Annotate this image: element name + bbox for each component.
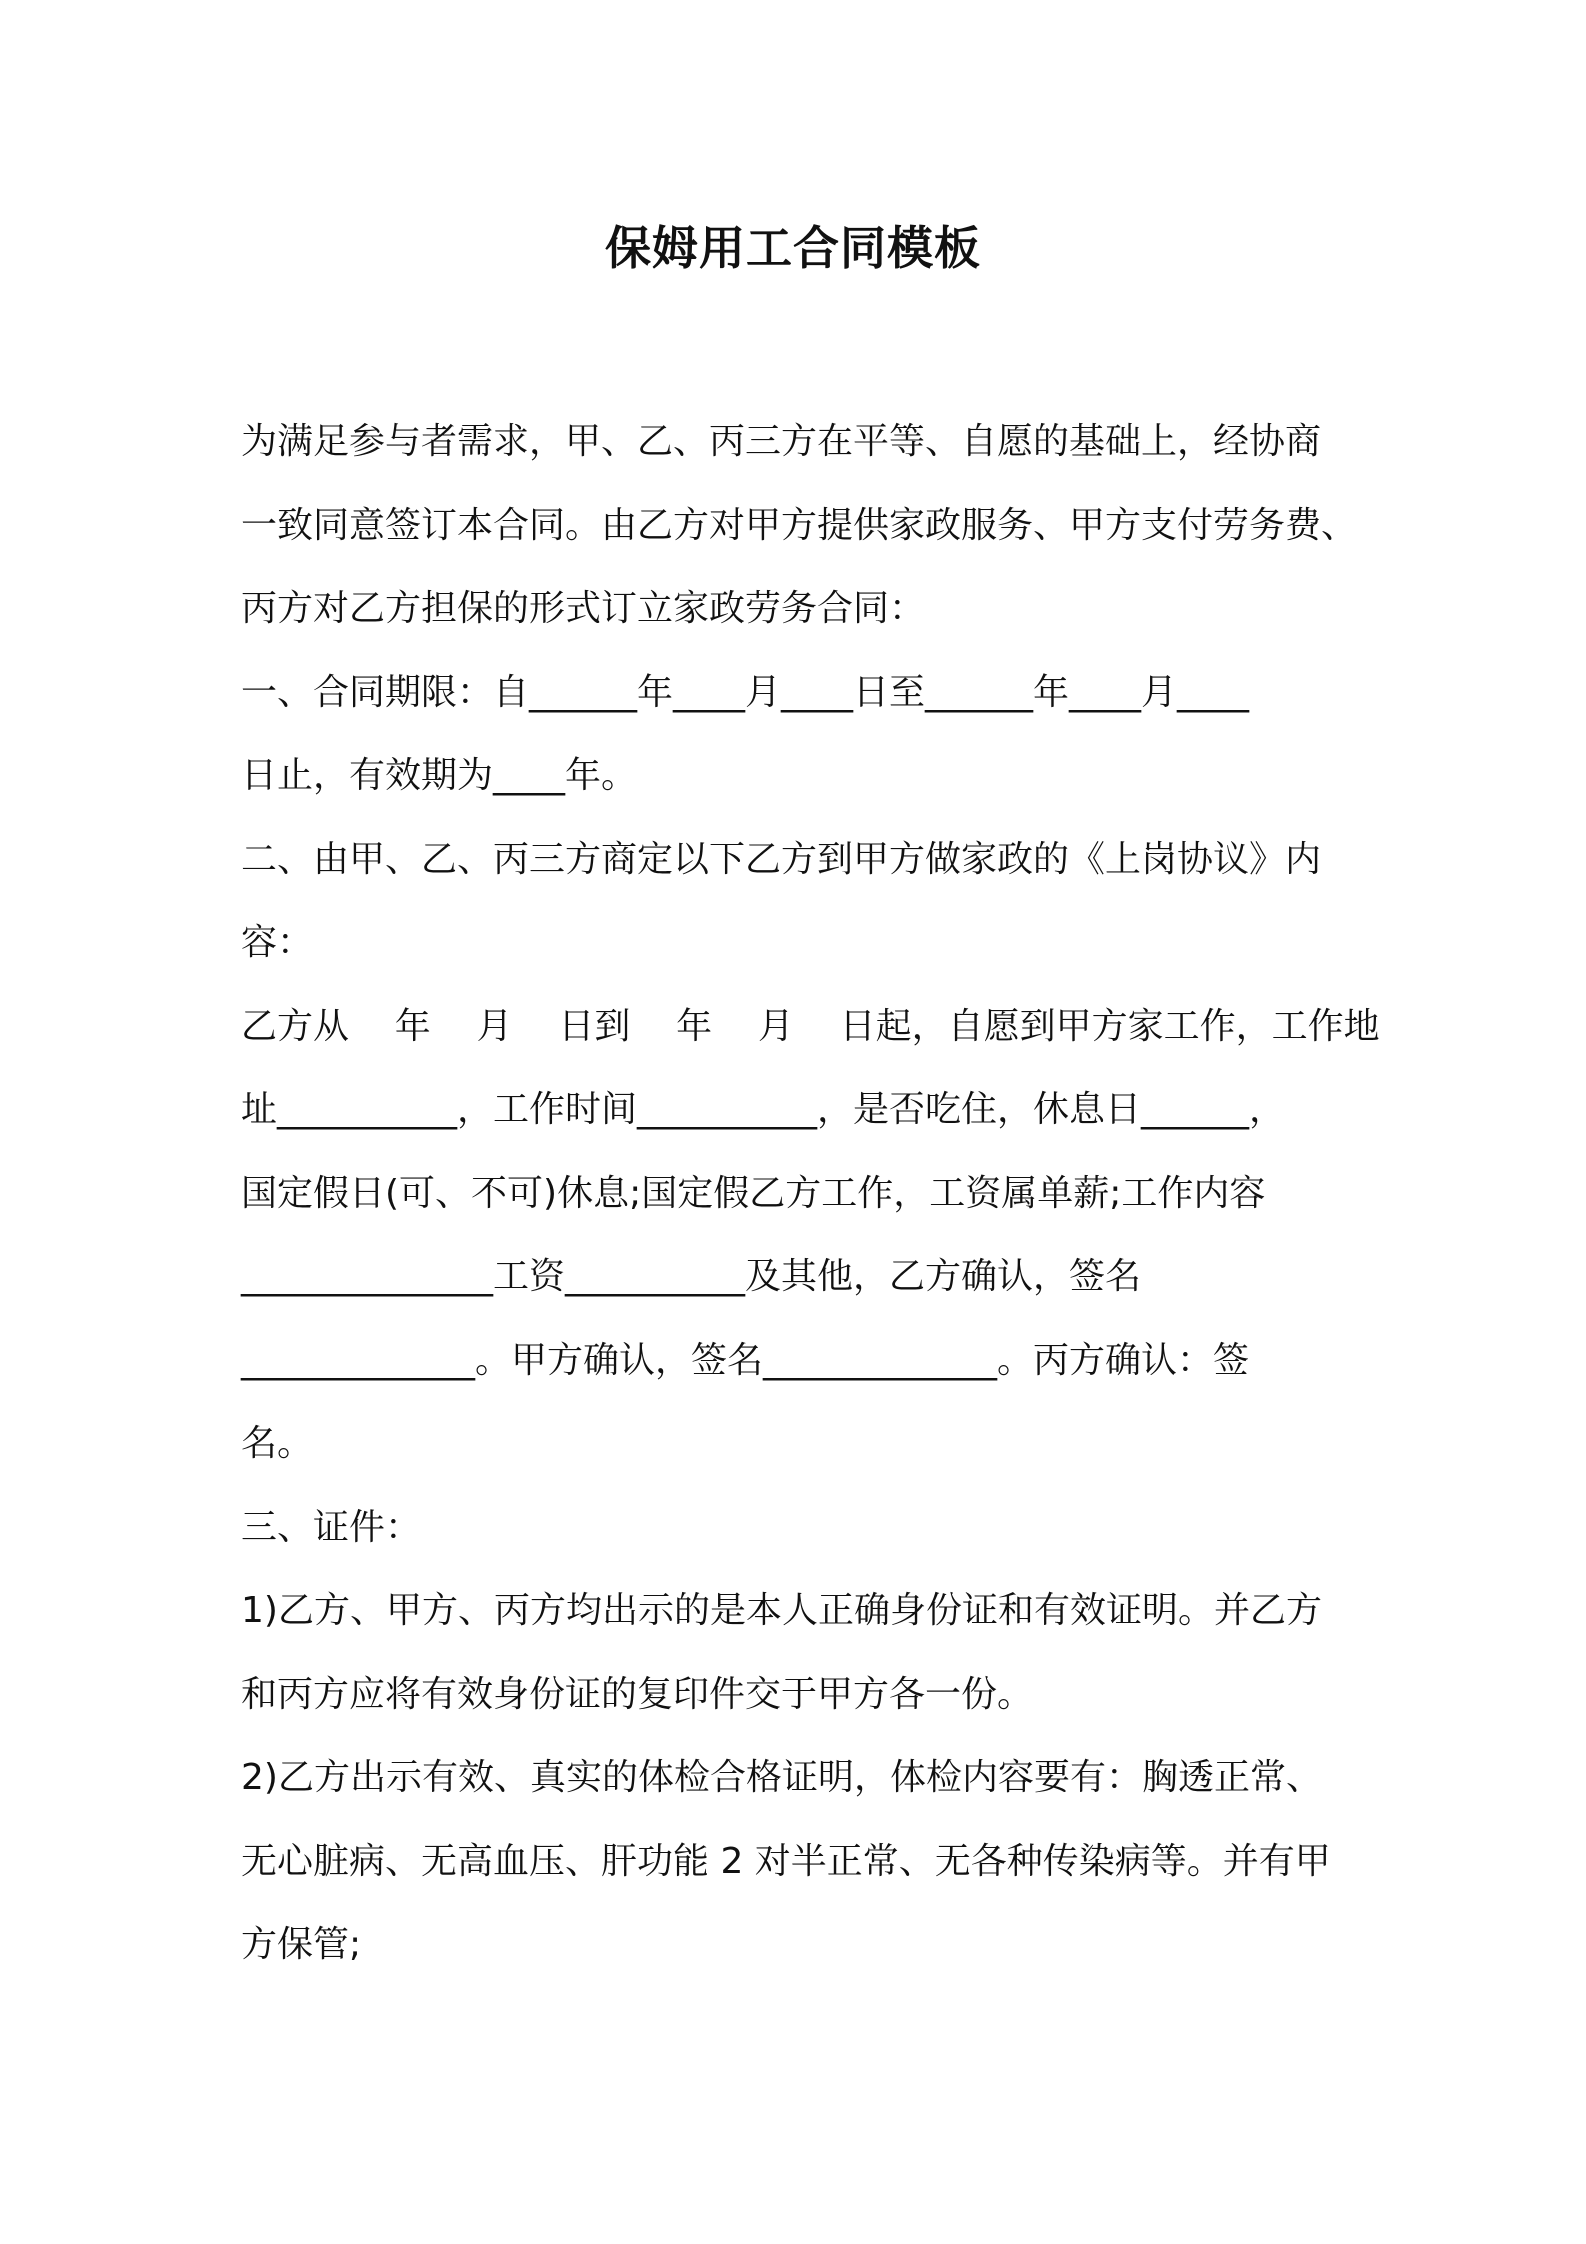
body-line: 1)乙方、甲方、丙方均出示的是本人正确身份证和有效证明。并乙方 [241,1590,1322,1631]
document-body [241,400,1380,1987]
body-line: 丙方对乙方担保的形式订立家政劳务合同： [241,588,926,629]
body-line: 二、由甲、乙、丙三方商定以下乙方到甲方做家政的《上岗协议》内 [241,838,1322,880]
body-line: 和丙方应将有效身份证的复印件交于甲方各一份。 [241,1673,1034,1715]
body-line: 容： [241,922,314,963]
document-title: 保姆用工合同模板 [605,221,981,275]
body-line: 2)乙方出示有效、真实的体检合格证明，体检内容要有：胸透正常、 [241,1757,1322,1798]
body-line: 一致同意签订本合同。由乙方对甲方提供家政服务、甲方支付劳务费、 [241,504,1358,546]
body-line: 址__________，工作时间__________，是否吃住，休息日______， [241,1089,1286,1130]
body-line: _____________。甲方确认，签名_____________。丙方确认：签 [241,1339,1250,1381]
body-line: 方保管; [241,1924,362,1965]
body-line: 日止，有效期为____年。 [241,755,638,796]
body-line: 乙方从 年 月 日到 年 月 日起，自愿到甲方家工作，工作地 [241,1005,1380,1047]
body-line: 为满足参与者需求，甲、乙、丙三方在平等、自愿的基础上，经协商 [241,421,1322,462]
body-line: 三、证件： [241,1506,422,1548]
body-line: 一、合同期限：自______年____月____日至______年____月____ [241,671,1250,713]
body-line: 无心脏病、无高血压、肝功能 2 对半正常、无各种传染病等。并有甲 [241,1840,1331,1882]
body-line: 名。 [241,1423,314,1464]
body-line: ______________工资__________及其他，乙方确认，签名 [241,1256,1142,1297]
body-line: 国定假日(可、不可)休息;国定假乙方工作，工资属单薪;工作内容 [241,1172,1266,1214]
